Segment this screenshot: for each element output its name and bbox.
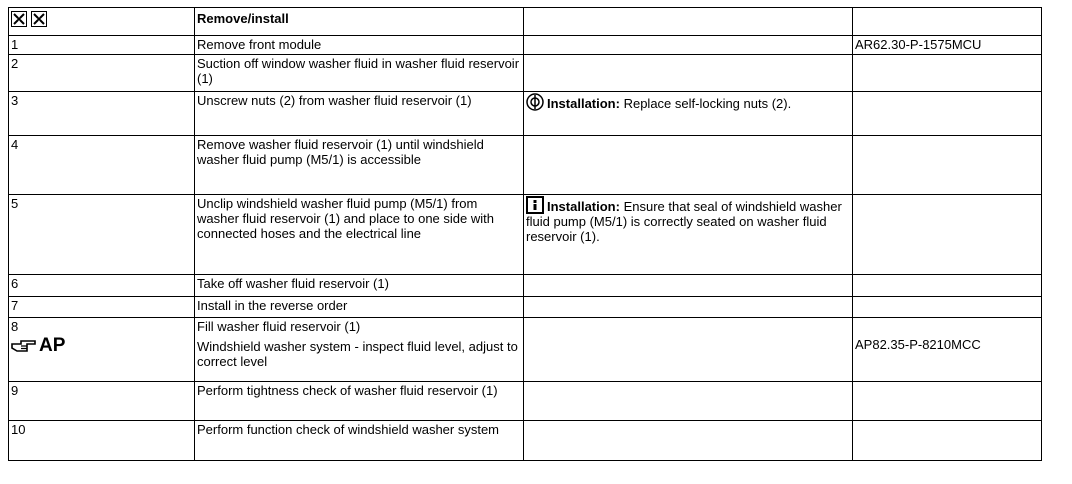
step-note (524, 195, 853, 275)
wrench-tool-icon (31, 11, 47, 27)
step-note (524, 318, 853, 382)
step-text: Unscrew nuts (2) from washer fluid reservoir (1) (195, 92, 524, 136)
header-row (9, 8, 1042, 36)
step-number: 8 (11, 319, 19, 334)
step-reference-link[interactable]: AP82.35-P-8210MCC (855, 337, 981, 352)
table-row (9, 92, 1042, 136)
table-row (9, 136, 1042, 195)
step-note (524, 382, 853, 421)
step-text-secondary: Windshield washer system - inspect fluid level, adjust to correct level (197, 339, 518, 369)
note-label: Installation: (547, 96, 620, 111)
self-locking-nut-icon (526, 93, 544, 111)
step-note (524, 297, 853, 318)
note-text: Ensure that seal of windshield washer fluid pump (M5/1) is correctly seated on washer fluid reservoir (1). (526, 199, 842, 244)
header-title: Remove/install (195, 8, 524, 36)
step-text: Install in the reverse order (195, 297, 524, 318)
step-number: 4 (9, 136, 195, 195)
step-note (524, 275, 853, 297)
procedure-table (8, 7, 1042, 461)
step-number-cell (9, 318, 195, 382)
wrench-tool-icon (11, 11, 27, 27)
step-number: 9 (9, 382, 195, 421)
step-text: Remove washer fluid reservoir (1) until windshield washer fluid pump (M5/1) is accessible (195, 136, 524, 195)
step-reference (853, 421, 1042, 461)
step-text-cell (195, 318, 524, 382)
step-reference (853, 297, 1042, 318)
table-row (9, 382, 1042, 421)
table-row (9, 55, 1042, 92)
table-row (9, 421, 1042, 461)
note-label: Installation: (547, 199, 620, 214)
table-row (9, 36, 1042, 55)
step-text: Perform function check of windshield washer system (195, 421, 524, 461)
ap-mark (11, 336, 192, 356)
ap-label: AP (39, 335, 66, 356)
step-text: Perform tightness check of washer fluid reservoir (1) (195, 382, 524, 421)
step-text: Unclip windshield washer fluid pump (M5/1) from washer fluid reservoir (1) and place to one side with connected hoses and the electrical line (195, 195, 524, 275)
step-number: 10 (9, 421, 195, 461)
info-icon (526, 196, 544, 214)
step-reference (853, 136, 1042, 195)
note-text: Replace self-locking nuts (2). (623, 96, 792, 111)
table-row (9, 275, 1042, 297)
table-row (9, 297, 1042, 318)
step-reference-cell (853, 318, 1042, 382)
step-text: Take off washer fluid reservoir (1) (195, 275, 524, 297)
step-text: Suction off window washer fluid in washer fluid reservoir (1) (195, 55, 524, 92)
step-reference (853, 382, 1042, 421)
step-number: 2 (9, 55, 195, 92)
table-row (9, 318, 1042, 382)
step-reference (853, 55, 1042, 92)
step-note (524, 55, 853, 92)
step-reference (853, 92, 1042, 136)
step-reference-link[interactable]: AR62.30-P-1575MCU (853, 36, 1042, 55)
header-icons-cell (9, 8, 195, 36)
header-note-cell (524, 8, 853, 36)
header-ref-cell (853, 8, 1042, 36)
pointing-hand-icon (11, 338, 37, 354)
step-number: 3 (9, 92, 195, 136)
step-note (524, 136, 853, 195)
step-number: 7 (9, 297, 195, 318)
step-number: 5 (9, 195, 195, 275)
step-note (524, 421, 853, 461)
step-note (524, 36, 853, 55)
table-row (9, 195, 1042, 275)
step-reference (853, 275, 1042, 297)
step-note (524, 92, 853, 136)
step-text: Remove front module (195, 36, 524, 55)
step-text: Fill washer fluid reservoir (1) (197, 319, 361, 334)
step-reference (853, 195, 1042, 275)
step-number: 1 (9, 36, 195, 55)
step-number: 6 (9, 275, 195, 297)
